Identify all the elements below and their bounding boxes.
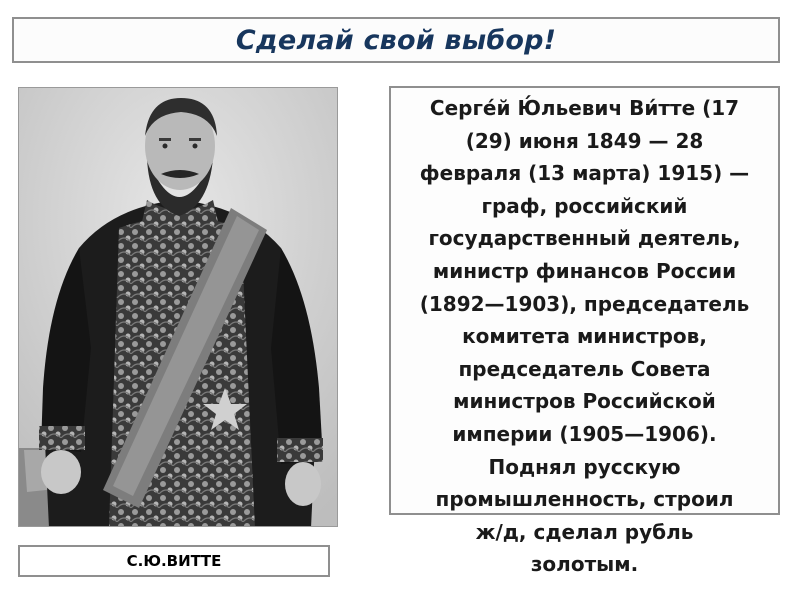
biography-line: Поднял русскую [488, 454, 681, 479]
slide-title-bar [12, 17, 780, 63]
portrait-caption-box [18, 545, 330, 577]
biography-line: промышленность, строил [435, 487, 734, 512]
biography-line: граф, российский [481, 193, 688, 218]
biography-line: империи (1905—1906). [452, 421, 717, 446]
biography-line: государственный деятель, [428, 226, 741, 251]
portrait-caption: С.Ю.ВИТТЕ [126, 552, 222, 570]
biography-line: министров Российской [453, 389, 716, 414]
biography-line: золотым. [530, 552, 639, 577]
biography-line: (1892—1903), председатель [419, 291, 750, 316]
portrait-photo [18, 87, 338, 527]
biography-line: министр финансов России [432, 258, 737, 283]
biography-line: комитета министров, [462, 324, 707, 349]
slide-title: Сделай свой выбор! [235, 24, 557, 56]
biography-text [389, 92, 780, 581]
biography-line: Серге́й Ю́льевич Ви́тте (17 [429, 96, 740, 120]
biography-line: февраля (13 марта) 1915) — [419, 161, 750, 186]
portrait-illustration [19, 88, 338, 527]
biography-line: ж/д, сделал рубль [475, 519, 694, 544]
biography-line: председатель Совета [458, 356, 711, 381]
biography-line: (29) июня 1849 — 28 [465, 128, 704, 153]
